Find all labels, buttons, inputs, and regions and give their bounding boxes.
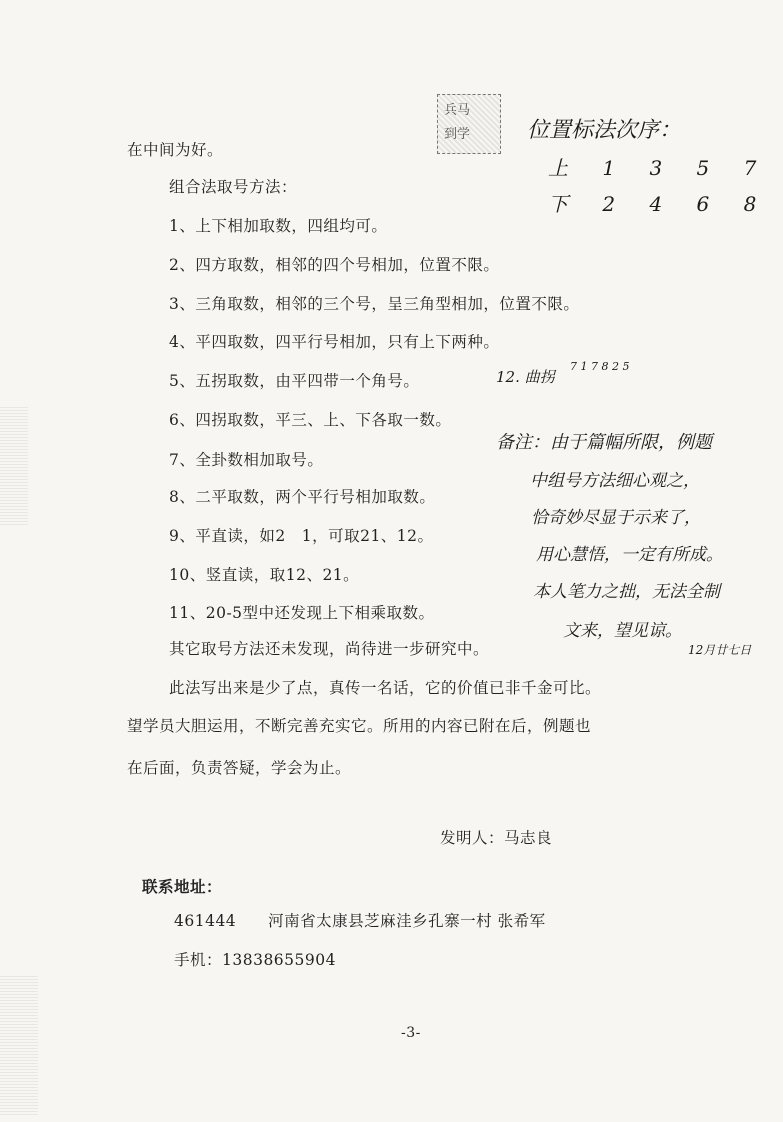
handwritten-remark-line-5: 本人笔力之拙，无法全制 bbox=[533, 582, 720, 602]
handwritten-remark-line-1: 备注：由于篇幅所限，例题 bbox=[496, 432, 712, 453]
phone-line: 手机：13838655904 bbox=[174, 951, 336, 969]
text-line-students: 望学员大胆运用，不断完善充实它。所用的内容已附在后，例题也 bbox=[127, 717, 592, 735]
list-item-11: 11、20-5型中还发现上下相乘取数。 bbox=[169, 604, 435, 622]
text-line-2: 组合法取号方法： bbox=[169, 178, 298, 196]
stamp-text-top: 兵马 bbox=[444, 103, 471, 118]
list-item-7: 7、全卦数相加取号。 bbox=[169, 451, 324, 469]
handwritten-date: 12月廿七日 bbox=[688, 643, 752, 657]
handwritten-remark-line-6: 文来，望见谅。 bbox=[563, 621, 682, 641]
list-item-10: 10、竖直读，取12、21。 bbox=[169, 566, 360, 584]
handwritten-note-12: 12. 曲拐 bbox=[496, 368, 555, 386]
list-item-6: 6、四拐取数，平三、上、下各取一数。 bbox=[169, 411, 452, 429]
handwritten-remark-line-3: 恰奇妙尽显于示来了， bbox=[531, 508, 701, 528]
text-line-1: 在中间为好。 bbox=[127, 141, 224, 159]
handwritten-note-12-figure: 7 1 7 8 2 5 bbox=[570, 360, 630, 373]
page-number: -3- bbox=[401, 1025, 421, 1041]
list-item-3: 3、三角取数，相邻的三个号，呈三角型相加，位置不限。 bbox=[169, 295, 580, 313]
scan-noise-left-bottom bbox=[0, 975, 38, 1115]
text-line-other-methods: 其它取号方法还未发现，尚待进一步研究中。 bbox=[169, 640, 490, 658]
handwritten-remark-line-4: 用心慧悟，一定有所成。 bbox=[536, 545, 723, 565]
contact-heading: 联系地址： bbox=[142, 877, 223, 896]
handwritten-row-top: 上 1 3 5 7 bbox=[548, 156, 771, 180]
handwritten-remark-line-2: 中组号方法细心观之， bbox=[530, 471, 700, 491]
list-item-2: 2、四方取数，相邻的四个号相加，位置不限。 bbox=[169, 256, 500, 274]
seal-stamp bbox=[437, 94, 501, 154]
handwritten-row-bottom: 下 2 4 6 8 bbox=[548, 192, 771, 216]
text-line-after: 在后面，负责答疑，学会为止。 bbox=[127, 759, 352, 777]
list-item-5: 5、五拐取数，由平四带一个角号。 bbox=[169, 372, 420, 390]
address-line: 461444 河南省太康县芝麻洼乡孔寨一村 张希军 bbox=[174, 912, 546, 930]
list-item-1: 1、上下相加取数，四组均可。 bbox=[169, 217, 388, 235]
inventor-line: 发明人：马志良 bbox=[440, 829, 553, 847]
list-item-8: 8、二平取数，两个平行号相加取数。 bbox=[169, 488, 436, 506]
list-item-4: 4、平四取数，四平行号相加，只有上下两种。 bbox=[169, 333, 500, 351]
list-item-9: 9、平直读，如2 1，可取21、12。 bbox=[169, 527, 434, 545]
handwritten-title: 位置标法次序： bbox=[527, 118, 682, 143]
stamp-text-bottom: 到学 bbox=[444, 127, 471, 142]
text-line-value: 此法写出来是少了点，真传一名话，它的价值已非千金可比。 bbox=[169, 679, 602, 697]
scan-noise-left-top bbox=[0, 405, 28, 525]
